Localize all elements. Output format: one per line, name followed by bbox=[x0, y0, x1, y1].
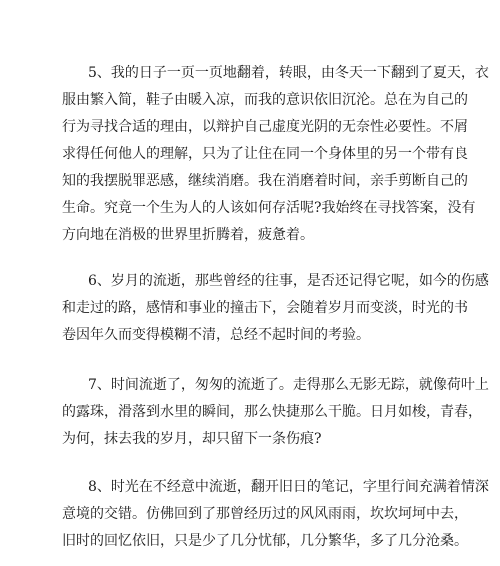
paragraph-7 bbox=[62, 372, 489, 453]
text-line: 服由繁入简，鞋子由暖入凉，而我的意识依旧沉沦。总在为自己的 bbox=[62, 92, 468, 108]
text-line: 6、岁月的流逝，那些曾经的往事，是否还记得它呢，如今的伤感 bbox=[88, 273, 489, 289]
paragraph-8 bbox=[62, 474, 489, 555]
text-line: 求得任何他人的理解，只为了让住在同一个身体里的另一个带有良 bbox=[62, 146, 468, 162]
text-line: 和走过的路，感情和事业的撞击下，会随着岁月而变淡，时光的书 bbox=[62, 300, 468, 316]
text-line: 生命。究竟一个生为人的人该如何存活呢?我始终在寻找答案，没有 bbox=[62, 200, 476, 216]
text-line: 5、我的日子一页一页地翻着，转眼，由冬天一下翻到了夏天，衣 bbox=[88, 65, 489, 81]
text-line: 8、时光在不经意中流逝，翻开旧日的笔记，字里行间充满着情深 bbox=[88, 479, 489, 495]
text-line: 卷因年久而变得模糊不清，总经不起时间的考验。 bbox=[62, 327, 370, 343]
paragraph-6 bbox=[62, 268, 489, 349]
text-line: 知的我摆脱罪恶感，继续消磨。我在消磨着时间，亲手剪断自己的 bbox=[62, 173, 468, 189]
text-line: 行为寻找合适的理由，以辩护自己虚度光阴的无奈性必要性。不屑 bbox=[62, 119, 468, 135]
paragraph-5 bbox=[62, 60, 489, 249]
text-line: 为何，抹去我的岁月，却只留下一条伤痕? bbox=[62, 431, 322, 447]
text-line: 的露珠，滑落到水里的瞬间，那么快捷那么干脆。日月如梭，青春， bbox=[62, 404, 482, 420]
text-line: 7、时间流逝了，匆匆的流逝了。走得那么无影无踪，就像荷叶上 bbox=[88, 377, 489, 393]
text-line: 旧时的回忆依旧，只是少了几分忧郁，几分繁华，多了几分沧桑。 bbox=[62, 533, 468, 549]
text-line: 意境的交错。仿佛回到了那曾经历过的风风雨雨，坎坎坷坷中去， bbox=[62, 506, 468, 522]
text-line: 方向地在消极的世界里折腾着，疲惫着。 bbox=[62, 227, 314, 243]
